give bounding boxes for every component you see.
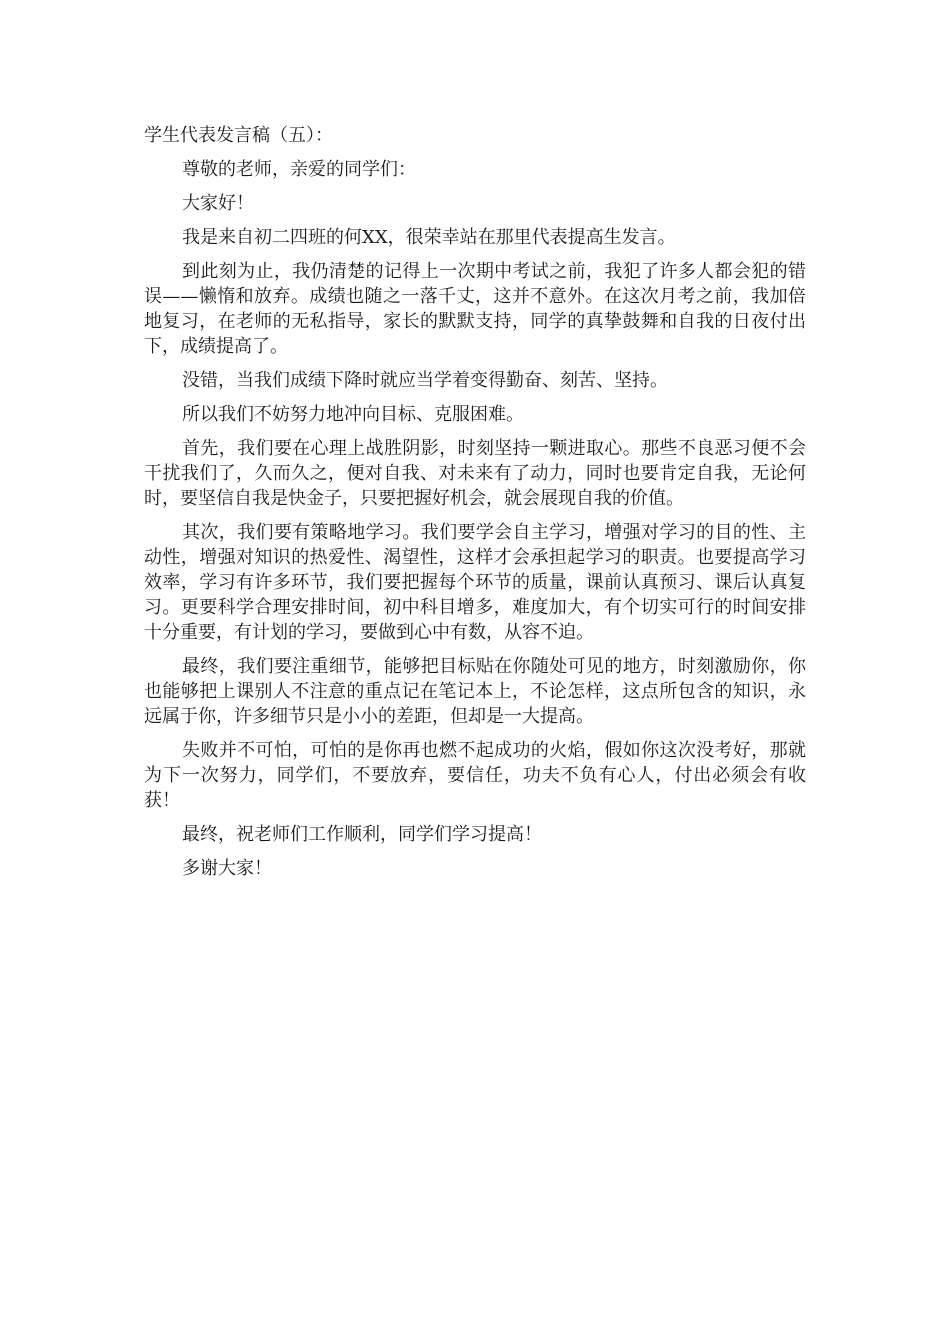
document-title: 学生代表发言稿（五）： [144, 125, 333, 146]
paragraph-wishes: 最终，祝老师们工作顺利，同学们学习提高！ [182, 824, 542, 845]
paragraph-first: 首先，我们要在心理上战胜阴影，时刻坚持一颗进取心。那些不良恶习便不会干扰我们了，久而久之，便对自我、对未来有了动力，同时也要肯定自我，无论何时，要坚信自我是快金子，只要把握好机会，就会展现自我的价值。 [144, 438, 806, 509]
document-body [144, 123, 806, 890]
paragraph-encouragement: 所以我们不妨努力地冲向目标、克服困难。 [182, 404, 524, 425]
paragraph-finally: 最终，我们要注重细节，能够把目标贴在你随处可见的地方，时刻激励你，你也能够把上课别人不注意的重点记在笔记本上，不论怎样，这点所包含的知识，永远属于你，许多细节只是小小的差距，但却是一大提高。 [144, 656, 806, 727]
paragraph-experience: 到此刻为止，我仍清楚的记得上一次期中考试之前，我犯了许多人都会犯的错误——懒惰和放弃。成绩也随之一落千丈，这并不意外。在这次月考之前，我加倍地复习，在老师的无私指导，家长的默默支持，同学的真挚鼓舞和自我的日夜付出下，成绩提高了。 [144, 261, 806, 357]
paragraph-salutation: 尊敬的老师，亲爱的同学们： [182, 159, 416, 180]
paragraph-greeting: 大家好！ [182, 193, 254, 214]
paragraph-introduction: 我是来自初二四班的何XX，很荣幸站在那里代表提高生发言。 [182, 227, 676, 248]
paragraph-second: 其次，我们要有策略地学习。我们要学会自主学习，增强对学习的目的性、主动性，增强对知识的热爱性、渴望性，这样才会承担起学习的职责。也要提高学习效率，学习有许多环节，我们要把握每个环节的质量，课前认真预习、课后认真复习。更要科学合理安排时间，初中科目增多，难度加大，有个切实可行的时间安排十分重要，有计划的学习，要做到心中有数，从容不迫。 [144, 522, 806, 643]
paragraph-thanks: 多谢大家！ [182, 858, 272, 879]
paragraph-failure: 失败并不可怕，可怕的是你再也燃不起成功的火焰，假如你这次没考好，那就为下一次努力，同学们，不要放弃，要信任，功夫不负有心人，付出必须会有收获！ [144, 740, 806, 811]
paragraph-point: 没错，当我们成绩下降时就应当学着变得勤奋、刻苦、坚持。 [182, 370, 668, 391]
